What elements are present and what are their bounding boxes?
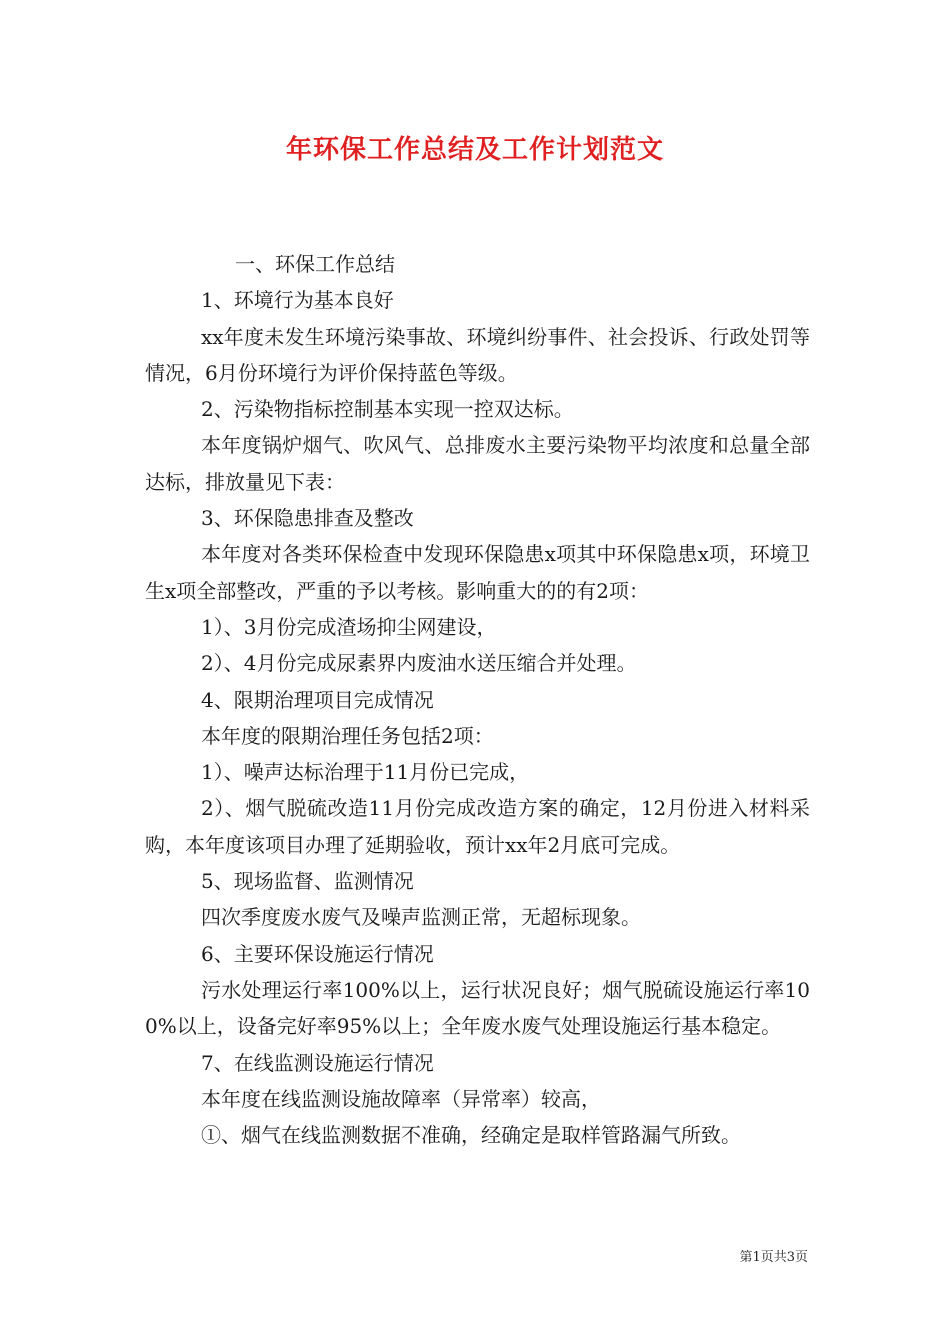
paragraph: 污水处理运行率100%以上，运行状况良好；烟气脱硫设施运行率100%以上，设备完好率95%以上；全年废水废气处理设施运行基本稳定。 [145,977,810,1039]
subsection-heading: 2、污染物指标控制基本实现一控双达标。 [201,397,574,422]
list-item: 1）、3月份完成渣场抑尘网建设， [201,614,497,639]
subsection-heading: 6、主要环保设施运行情况 [201,941,434,966]
list-item: ①、烟气在线监测数据不准确，经确定是取样管路漏气所致。 [201,1123,741,1148]
subsection-heading: 1、环境行为基本良好 [201,288,394,313]
subsection-heading: 7、在线监测设施运行情况 [201,1050,434,1075]
page-number: 第1页共3页 [739,1250,808,1265]
paragraph: 本年度的限期治理任务包括2项： [201,723,494,748]
document-body [145,246,810,1153]
section-heading: 一、环保工作总结 [235,252,395,276]
subsection-heading: 3、环保隐患排查及整改 [201,506,414,531]
paragraph: 本年度在线监测设施故障率（异常率）较高， [201,1086,601,1111]
document-title: 年环保工作总结及工作计划范文 [285,135,664,165]
list-item: 2）、烟气脱硫改造11月份完成改造方案的确定，12月份进入材料采购，本年度该项目办理了延期验收，预计xx年2月底可完成。 [145,796,810,857]
paragraph: 本年度锅炉烟气、吹风气、总排废水主要污染物平均浓度和总量全部达标，排放量见下表： [145,433,810,494]
list-item: 2）、4月份完成尿素界内废油水送压缩合并处理。 [201,651,637,676]
paragraph: 四次季度废水废气及噪声监测正常，无超标现象。 [201,905,641,930]
subsection-heading: 5、现场监督、监测情况 [201,869,414,894]
paragraph: 本年度对各类环保检查中发现环保隐患x项其中环保隐患x项，环境卫生x项全部整改，严重的予以考核。影响重大的的有2项： [145,542,810,603]
paragraph: xx年度未发生环境污染事故、环境纠纷事件、社会投诉、行政处罚等情况，6月份环境行为评价保持蓝色等级。 [145,324,810,385]
subsection-heading: 4、限期治理项目完成情况 [201,687,434,712]
list-item: 1）、噪声达标治理于11月份已完成， [201,760,530,785]
